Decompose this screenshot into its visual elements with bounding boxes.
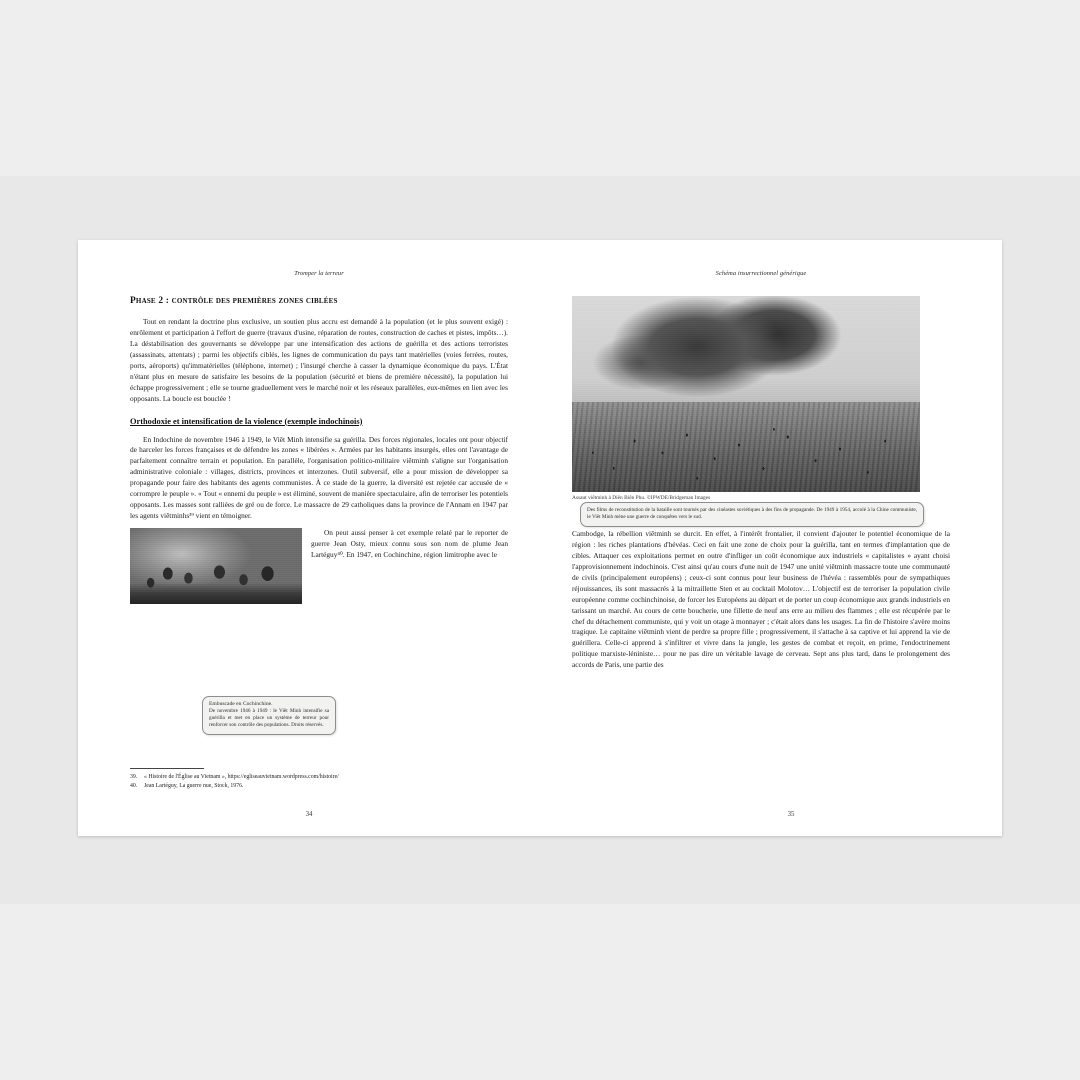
sub-section-title: Orthodoxie et intensification de la violence (exemple indochinois)	[130, 416, 363, 426]
left-paragraph-2: En Indochine de novembre 1946 à 1949, le Viêt Minh intensifie sa guérilla. Des forces régionales, locales ont pour objectif de harceler les forces françaises et de défendre les zones « libérées ». Armées par les habitants insurgés, elles ont l'avantage de parfaitement connaître terrain et population. En parallèle, l'organisation politico-militaire viêtminh s'aligne sur l'organisation administrative coloniale : villages, districts, provinces et interzones. Outil subversif, elle a pour mission de développer sa propagande pour faire des habitants des agents communistes. À ce stade de la guerre, la diversité est rejetée car accusée de « corrompre le peuple ». « Tout « ennemi du peuple » est éliminé, souvent de manière spectaculaire, afin de terroriser les potentiels opposants. Les masses sont ralliées de gré ou de force. Le massacre de 29 catholiques dans la province de l'Annam en 1947 par les agents viêtminhs³⁹ vient en témoigner.	[130, 434, 508, 521]
photo-dien-bien-phu	[572, 296, 920, 492]
backdrop-top-band	[0, 0, 1080, 176]
photo-dbp-grain	[572, 296, 920, 492]
footnote-divider	[130, 768, 204, 769]
right-running-head: Schéma insurrectionnel générique	[715, 270, 807, 277]
footnote-40-number: 40.	[130, 782, 138, 789]
footnote-40	[130, 782, 488, 790]
section-title: Phase 2 : contrôle des premières zones ciblées	[130, 296, 338, 306]
left-photo-text-block	[130, 528, 508, 604]
right-caption-text: Des films de reconstitution de la bataille sont tournés par des cinéastes soviétiques à des fins de propagande. De 1949 à 1954, accolé à la Chine communiste, le Viêt Minh mène une guerre de conquêtes vers le sud.	[587, 507, 917, 521]
footnotes	[130, 768, 488, 790]
right-photo-credit: Assaut viêtminh à Diên Biên Phu. ©IPWDE/Bridgeman Images	[572, 495, 711, 501]
left-caption-text: De novembre 1946 à 1949 : le Viêt Minh intensifie sa guérilla et met en place un système de terreur pour renforcer son contrôle des populations. Droits réservés.	[209, 708, 329, 729]
photo-ambush-grain	[130, 528, 302, 604]
right-photo-caption-bubble	[580, 502, 924, 527]
footnote-39-text: « Histoire de l'Église au Vietnam », https://egliseauvietnam.wordpress.com/histoire/	[144, 774, 339, 781]
footnote-40-text: Jean Lartéguy, La guerre nue, Stock, 1976.	[144, 782, 244, 789]
book-spread	[78, 240, 1002, 836]
left-page	[78, 240, 540, 836]
footnote-39	[130, 773, 488, 781]
left-paragraph-1: Tout en rendant la doctrine plus exclusive, un soutien plus accru est demandé à la population (et le plus souvent exigé) : enrôlement et participation à l'effort de guerre (travaux d'usine, réparation de routes, construction de caches et pistes, impôts…). La déstabilisation des gouvernants se développe par une intensification des actions de guérilla et des actions terroristes (assassinats, attentats) ; parmi les objectifs ciblés, les lignes de communication du pays tant matérielles (voies ferrées, routes, ports, aéroports) qu'immatérielles (téléphone, internet) ; l'insurgé cherche à casser la dynamique économique du pays. L'État n'étant plus en mesure de satisfaire les besoins de la population (sécurité et biens de première nécessité), la population lui échappe progressivement ; elle se tourne graduellement vers le marché noir et les réseaux parallèles, eux-mêmes en lien avec les opposants. La boucle est bouclée !	[130, 317, 508, 403]
right-paragraph-1: Cambodge, la rébellion viêtminh se durcit. En effet, à l'intérêt frontalier, il convient d'ajouter le potentiel économique de la région : les riches plantations d'hévéas. Ceci en fait une zone de choix pour la guérilla, tant en termes d'implantation que de cibles. Attaquer ces exploitations permet en outre d'infliger un coût économique aux industriels « capitalistes » ayant choisi l'approvisionnement indochinois. C'est ainsi qu'au cours d'une nuit de 1947 une unité viêtminh massacre toute une communauté de civils (principalement européens) ; ceux-ci sont connus pour leur business de l'hévéa : rassemblés pour de sympathiques réjouissances, ils sont massacrés à la mitraillette Sten et au cocktail Molotov… L'objectif est de terroriser la population civile européenne comme cochinchinoise, de forcer les Européens au départ et de porter un coup économique aux grands industriels en tarissant un marché. Au cours de cette boucherie, une fillette de neuf ans erre au milieu des flammes ; elle est récupérée par le chef du détachement communiste, qui y voit un otage à monnayer ; c'était alors dans les usages. La fin de l'histoire s'avère moins tragique. Le capitaine viêtminh vient de perdre sa propre fille ; progressivement, il s'attache à sa captive et lui apprend la vie de guérillera. Celle-ci apprend à s'infiltrer et vivre dans la jungle, les gestes de combat et reçoit, en prime, l'endoctrinement politique marxiste-léniniste… pour ne pas dire un véritable lavage de cerveau. Sept ans plus tard, dans le prolongement des accords de Paris, une partie des	[572, 529, 950, 670]
backdrop-bottom-band	[0, 904, 1080, 1080]
left-photo-caption-bubble	[202, 696, 336, 735]
left-running-head: Tromper la terreur	[294, 270, 344, 277]
footnote-39-number: 39.	[130, 774, 138, 781]
right-page	[540, 240, 1002, 836]
right-photo-block	[572, 296, 950, 521]
left-wrapped-column	[311, 528, 508, 604]
left-paragraph-3: On peut aussi penser à cet exemple relaté par le reporter de guerre Jean Osty, mieux connu sous son nom de plume Jean Lartéguy⁴⁰. En 1947, en Cochinchine, région limitrophe avec le	[311, 528, 508, 559]
left-caption-title: Embuscade en Cochinchine.	[209, 701, 273, 707]
photo-ambush-cochinchine	[130, 528, 302, 604]
left-page-number: 34	[305, 811, 313, 818]
right-page-number: 35	[787, 811, 795, 818]
